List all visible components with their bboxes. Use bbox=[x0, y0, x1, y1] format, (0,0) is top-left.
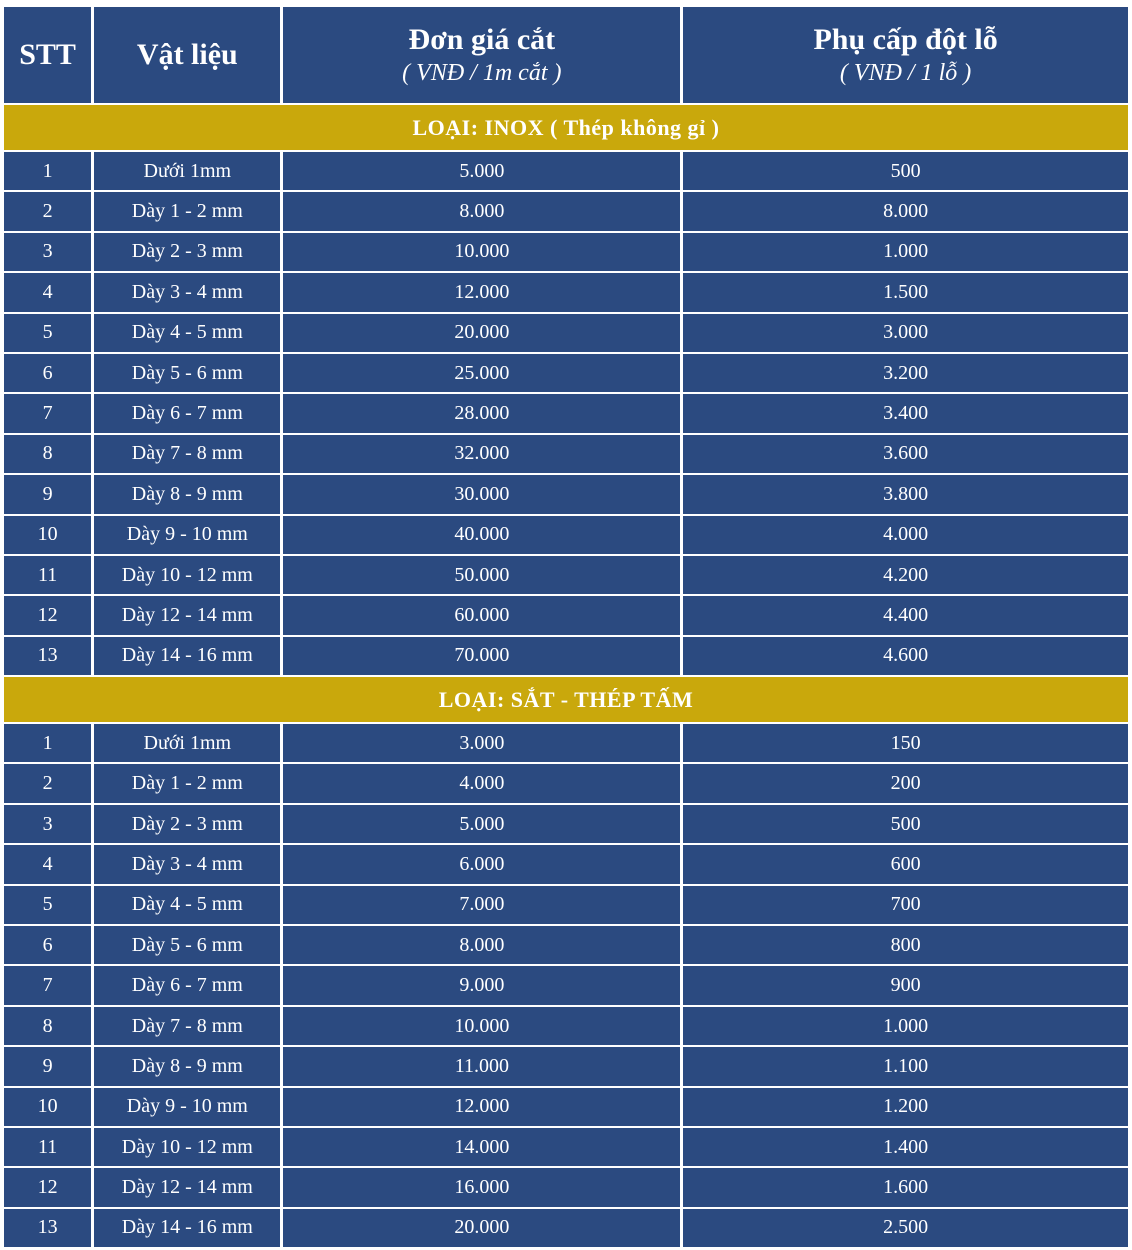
header-cut-price-label: Đơn giá cắt bbox=[408, 23, 556, 56]
cell-material: Dày 8 - 9 mm bbox=[94, 1047, 280, 1085]
cell-material: Dày 6 - 7 mm bbox=[94, 966, 280, 1004]
cell-stt: 11 bbox=[4, 556, 91, 594]
cell-material: Dưới 1mm bbox=[94, 152, 280, 190]
table-row bbox=[4, 845, 1128, 883]
table-row bbox=[4, 152, 1128, 190]
cell-cut-price: 14.000 bbox=[283, 1128, 680, 1166]
cell-material: Dày 3 - 4 mm bbox=[94, 273, 280, 311]
cell-hole-fee: 800 bbox=[683, 926, 1128, 964]
cell-material: Dày 2 - 3 mm bbox=[94, 805, 280, 843]
table-row bbox=[4, 1047, 1128, 1085]
cell-material: Dày 5 - 6 mm bbox=[94, 926, 280, 964]
cell-cut-price: 5.000 bbox=[283, 805, 680, 843]
cell-hole-fee: 3.000 bbox=[683, 314, 1128, 352]
cell-hole-fee: 3.400 bbox=[683, 394, 1128, 432]
table-row bbox=[4, 724, 1128, 762]
cell-stt: 9 bbox=[4, 475, 91, 513]
table-row bbox=[4, 1088, 1128, 1126]
cell-material: Dày 1 - 2 mm bbox=[94, 764, 280, 802]
cell-hole-fee: 8.000 bbox=[683, 192, 1128, 230]
cell-hole-fee: 1.200 bbox=[683, 1088, 1128, 1126]
table-row bbox=[4, 637, 1128, 675]
cell-hole-fee: 1.000 bbox=[683, 233, 1128, 271]
cell-hole-fee: 1.000 bbox=[683, 1007, 1128, 1045]
cell-cut-price: 10.000 bbox=[283, 233, 680, 271]
cell-cut-price: 12.000 bbox=[283, 1088, 680, 1126]
cell-hole-fee: 900 bbox=[683, 966, 1128, 1004]
cell-hole-fee: 4.400 bbox=[683, 596, 1128, 634]
header-stt bbox=[4, 7, 91, 103]
table-row bbox=[4, 314, 1128, 352]
cell-material: Dày 12 - 14 mm bbox=[94, 1168, 280, 1206]
cell-cut-price: 12.000 bbox=[283, 273, 680, 311]
cell-cut-price: 40.000 bbox=[283, 516, 680, 554]
cell-stt: 9 bbox=[4, 1047, 91, 1085]
cell-cut-price: 3.000 bbox=[283, 724, 680, 762]
header-material-label: Vật liệu bbox=[136, 38, 238, 71]
cell-cut-price: 8.000 bbox=[283, 192, 680, 230]
table-row bbox=[4, 354, 1128, 392]
cell-stt: 2 bbox=[4, 192, 91, 230]
table-row bbox=[4, 192, 1128, 230]
cell-material: Dày 10 - 12 mm bbox=[94, 1128, 280, 1166]
cell-hole-fee: 2.500 bbox=[683, 1209, 1128, 1247]
header-cut-price bbox=[283, 7, 680, 103]
cell-stt: 10 bbox=[4, 516, 91, 554]
cell-material: Dày 12 - 14 mm bbox=[94, 596, 280, 634]
table-row bbox=[4, 475, 1128, 513]
cell-cut-price: 11.000 bbox=[283, 1047, 680, 1085]
table-row bbox=[4, 1128, 1128, 1166]
cell-material: Dày 6 - 7 mm bbox=[94, 394, 280, 432]
table-row bbox=[4, 1209, 1128, 1247]
header-hole-fee-unit: ( VNĐ / 1 lỗ ) bbox=[839, 60, 972, 86]
cell-hole-fee: 200 bbox=[683, 764, 1128, 802]
cell-hole-fee: 150 bbox=[683, 724, 1128, 762]
header-stt-label: STT bbox=[19, 38, 76, 71]
cell-material: Dày 7 - 8 mm bbox=[94, 1007, 280, 1045]
cell-material: Dưới 1mm bbox=[94, 724, 280, 762]
cell-stt: 7 bbox=[4, 394, 91, 432]
price-table-container bbox=[4, 7, 1128, 1247]
cell-material: Dày 3 - 4 mm bbox=[94, 845, 280, 883]
cell-material: Dày 4 - 5 mm bbox=[94, 886, 280, 924]
cell-cut-price: 6.000 bbox=[283, 845, 680, 883]
cell-hole-fee: 4.600 bbox=[683, 637, 1128, 675]
price-table bbox=[1, 5, 1131, 1249]
cell-cut-price: 10.000 bbox=[283, 1007, 680, 1045]
cell-stt: 10 bbox=[4, 1088, 91, 1126]
cell-material: Dày 10 - 12 mm bbox=[94, 556, 280, 594]
table-row bbox=[4, 966, 1128, 1004]
cell-stt: 4 bbox=[4, 273, 91, 311]
cell-stt: 3 bbox=[4, 233, 91, 271]
cell-stt: 8 bbox=[4, 1007, 91, 1045]
cell-material: Dày 14 - 16 mm bbox=[94, 637, 280, 675]
section-title: LOẠI: INOX ( Thép không gỉ ) bbox=[4, 105, 1128, 150]
cell-stt: 13 bbox=[4, 1209, 91, 1247]
section-header-row bbox=[4, 105, 1128, 150]
cell-cut-price: 20.000 bbox=[283, 314, 680, 352]
cell-stt: 7 bbox=[4, 966, 91, 1004]
table-row bbox=[4, 596, 1128, 634]
table-row bbox=[4, 764, 1128, 802]
cell-material: Dày 4 - 5 mm bbox=[94, 314, 280, 352]
cell-hole-fee: 500 bbox=[683, 805, 1128, 843]
table-row bbox=[4, 805, 1128, 843]
table-row bbox=[4, 556, 1128, 594]
cell-material: Dày 9 - 10 mm bbox=[94, 516, 280, 554]
cell-cut-price: 5.000 bbox=[283, 152, 680, 190]
cell-hole-fee: 1.400 bbox=[683, 1128, 1128, 1166]
table-row bbox=[4, 233, 1128, 271]
cell-material: Dày 7 - 8 mm bbox=[94, 435, 280, 473]
table-row bbox=[4, 926, 1128, 964]
cell-hole-fee: 1.600 bbox=[683, 1168, 1128, 1206]
cell-material: Dày 1 - 2 mm bbox=[94, 192, 280, 230]
cell-cut-price: 50.000 bbox=[283, 556, 680, 594]
section-header-row bbox=[4, 677, 1128, 722]
cell-material: Dày 9 - 10 mm bbox=[94, 1088, 280, 1126]
cell-material: Dày 14 - 16 mm bbox=[94, 1209, 280, 1247]
section-title: LOẠI: SẮT - THÉP TẤM bbox=[4, 677, 1128, 722]
cell-hole-fee: 600 bbox=[683, 845, 1128, 883]
cell-cut-price: 30.000 bbox=[283, 475, 680, 513]
cell-stt: 8 bbox=[4, 435, 91, 473]
cell-stt: 11 bbox=[4, 1128, 91, 1166]
cell-hole-fee: 4.000 bbox=[683, 516, 1128, 554]
cell-hole-fee: 3.200 bbox=[683, 354, 1128, 392]
cell-hole-fee: 1.100 bbox=[683, 1047, 1128, 1085]
cell-cut-price: 9.000 bbox=[283, 966, 680, 1004]
header-cut-price-unit: ( VNĐ / 1m cắt ) bbox=[402, 60, 562, 86]
header-material bbox=[94, 7, 280, 103]
cell-hole-fee: 3.800 bbox=[683, 475, 1128, 513]
cell-stt: 6 bbox=[4, 354, 91, 392]
cell-stt: 13 bbox=[4, 637, 91, 675]
cell-material: Dày 8 - 9 mm bbox=[94, 475, 280, 513]
cell-stt: 2 bbox=[4, 764, 91, 802]
cell-stt: 4 bbox=[4, 845, 91, 883]
cell-cut-price: 16.000 bbox=[283, 1168, 680, 1206]
table-row bbox=[4, 516, 1128, 554]
table-row bbox=[4, 394, 1128, 432]
cell-stt: 5 bbox=[4, 886, 91, 924]
cell-cut-price: 32.000 bbox=[283, 435, 680, 473]
cell-material: Dày 5 - 6 mm bbox=[94, 354, 280, 392]
cell-stt: 1 bbox=[4, 152, 91, 190]
table-row bbox=[4, 435, 1128, 473]
table-row bbox=[4, 273, 1128, 311]
table-row bbox=[4, 886, 1128, 924]
cell-stt: 12 bbox=[4, 1168, 91, 1206]
table-header bbox=[4, 7, 1128, 103]
header-hole-fee bbox=[683, 7, 1128, 103]
cell-cut-price: 28.000 bbox=[283, 394, 680, 432]
cell-hole-fee: 4.200 bbox=[683, 556, 1128, 594]
cell-cut-price: 7.000 bbox=[283, 886, 680, 924]
cell-cut-price: 60.000 bbox=[283, 596, 680, 634]
cell-stt: 5 bbox=[4, 314, 91, 352]
cell-stt: 6 bbox=[4, 926, 91, 964]
cell-hole-fee: 1.500 bbox=[683, 273, 1128, 311]
cell-hole-fee: 500 bbox=[683, 152, 1128, 190]
cell-stt: 1 bbox=[4, 724, 91, 762]
cell-material: Dày 2 - 3 mm bbox=[94, 233, 280, 271]
cell-cut-price: 8.000 bbox=[283, 926, 680, 964]
table-row bbox=[4, 1007, 1128, 1045]
cell-cut-price: 20.000 bbox=[283, 1209, 680, 1247]
table-row bbox=[4, 1168, 1128, 1206]
cell-hole-fee: 700 bbox=[683, 886, 1128, 924]
cell-stt: 12 bbox=[4, 596, 91, 634]
cell-cut-price: 70.000 bbox=[283, 637, 680, 675]
table-body bbox=[4, 105, 1128, 1247]
header-hole-fee-label: Phụ cấp đột lỗ bbox=[813, 23, 998, 56]
cell-stt: 3 bbox=[4, 805, 91, 843]
cell-hole-fee: 3.600 bbox=[683, 435, 1128, 473]
cell-cut-price: 4.000 bbox=[283, 764, 680, 802]
cell-cut-price: 25.000 bbox=[283, 354, 680, 392]
